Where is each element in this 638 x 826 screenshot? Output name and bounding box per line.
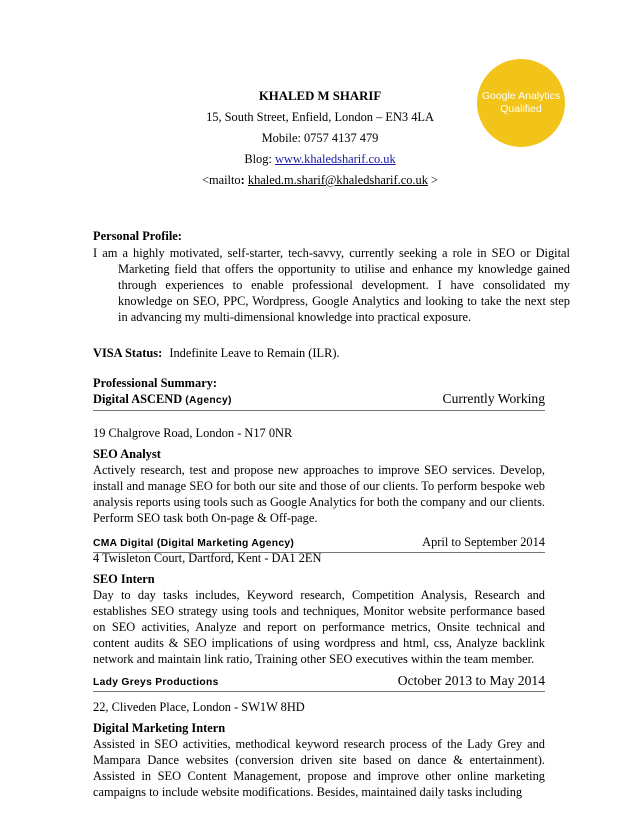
job-2-period: April to September 2014	[422, 535, 545, 549]
job-1-description: Actively research, test and propose new approaches to improve SEO services. Develop, install and manage SEO for both our site and those of our clients. To perform bespoke web analysis reports using tools such as Google Analytics for both the company and our clients. Perform SEO task both On-page & Off-page.	[93, 463, 545, 525]
mailto-suffix: >	[431, 173, 439, 187]
job-1-company-type: (Agency)	[185, 395, 232, 406]
job-1-company	[93, 391, 232, 409]
blog-label: Blog:	[244, 152, 275, 166]
mobile-number: Mobile: 0757 4137 479	[261, 131, 379, 145]
candidate-name: KHALED M SHARIF	[258, 89, 382, 103]
job-2-address: 4 Twisleton Court, Dartford, Kent - DA1 2EN	[93, 551, 322, 565]
postal-address: 15, South Street, Enfield, London – EN3 4LA	[206, 110, 434, 124]
badge-line-2: Qualified	[500, 103, 542, 115]
personal-profile-heading: Personal Profile:	[93, 229, 182, 243]
job-3-period: October 2013 to May 2014	[397, 673, 545, 688]
email-link[interactable]: khaled.m.sharif@khaledsharif.co.uk	[247, 173, 428, 187]
job-3-header	[93, 673, 545, 692]
mailto-prefix: <mailto	[201, 173, 241, 187]
mailto-colon: :	[240, 173, 245, 187]
badge-line-1: Google Analytics	[481, 90, 561, 102]
job-3-address: 22, Cliveden Place, London - SW1W 8HD	[93, 700, 305, 714]
job-1-address: 19 Chalgrove Road, London - N17 0NR	[93, 426, 293, 440]
job-2-title: SEO Intern	[93, 572, 155, 586]
blog-line	[150, 151, 490, 167]
job-1-period: Currently Working	[442, 391, 545, 406]
job-3-description: Assisted in SEO activities, methodical keyword research process of the Lady Grey and Mampara Dance websites (conversion driven site based on dance & entertainment). Assisted in SEO Content Management, propose and improve other online marketing campaigns to include website modifications. Besides, maintained daily tasks including	[93, 737, 545, 799]
email-line	[150, 172, 490, 188]
personal-profile-text: I am a highly motivated, self-starter, tech-savvy, currently seeking a role in SEO or Digital Marketing field that offers the opportunity to utilise and enhance my knowledge gained through experiences to enable professional development. I have consolidated my knowledge on SEO, PPC, Wordpress, Google Analytics and looking to take the next step in advancing my multi-dimensional knowledge into practical exposure.	[93, 246, 570, 324]
blog-link[interactable]: www.khaledsharif.co.uk	[274, 152, 396, 166]
google-analytics-badge	[477, 59, 565, 147]
job-1-company-name: Digital ASCEND	[93, 392, 183, 406]
visa-value: Indefinite Leave to Remain (ILR).	[169, 346, 340, 360]
job-1-header	[93, 391, 545, 411]
job-2-company: CMA Digital (Digital Marketing Agency)	[93, 538, 295, 549]
job-3-company: Lady Greys Productions	[93, 677, 219, 688]
visa-status	[93, 345, 545, 361]
professional-summary-heading: Professional Summary:	[93, 376, 218, 390]
visa-label: VISA Status:	[93, 346, 163, 360]
job-1-title: SEO Analyst	[93, 447, 161, 461]
job-2-description: Day to day tasks includes, Keyword research, Competition Analysis, Research and establishes SEO strategy using tools and techniques, Monitor website performance based on SEO activities, Analyze and report on performance metrics, Onsite technical and content audits & SEO implications of using wordpress and html, css, Analyze backlink network and maintain link ratio, Training other SEO executives within the team member.	[93, 588, 545, 666]
job-3-title: Digital Marketing Intern	[93, 721, 226, 735]
